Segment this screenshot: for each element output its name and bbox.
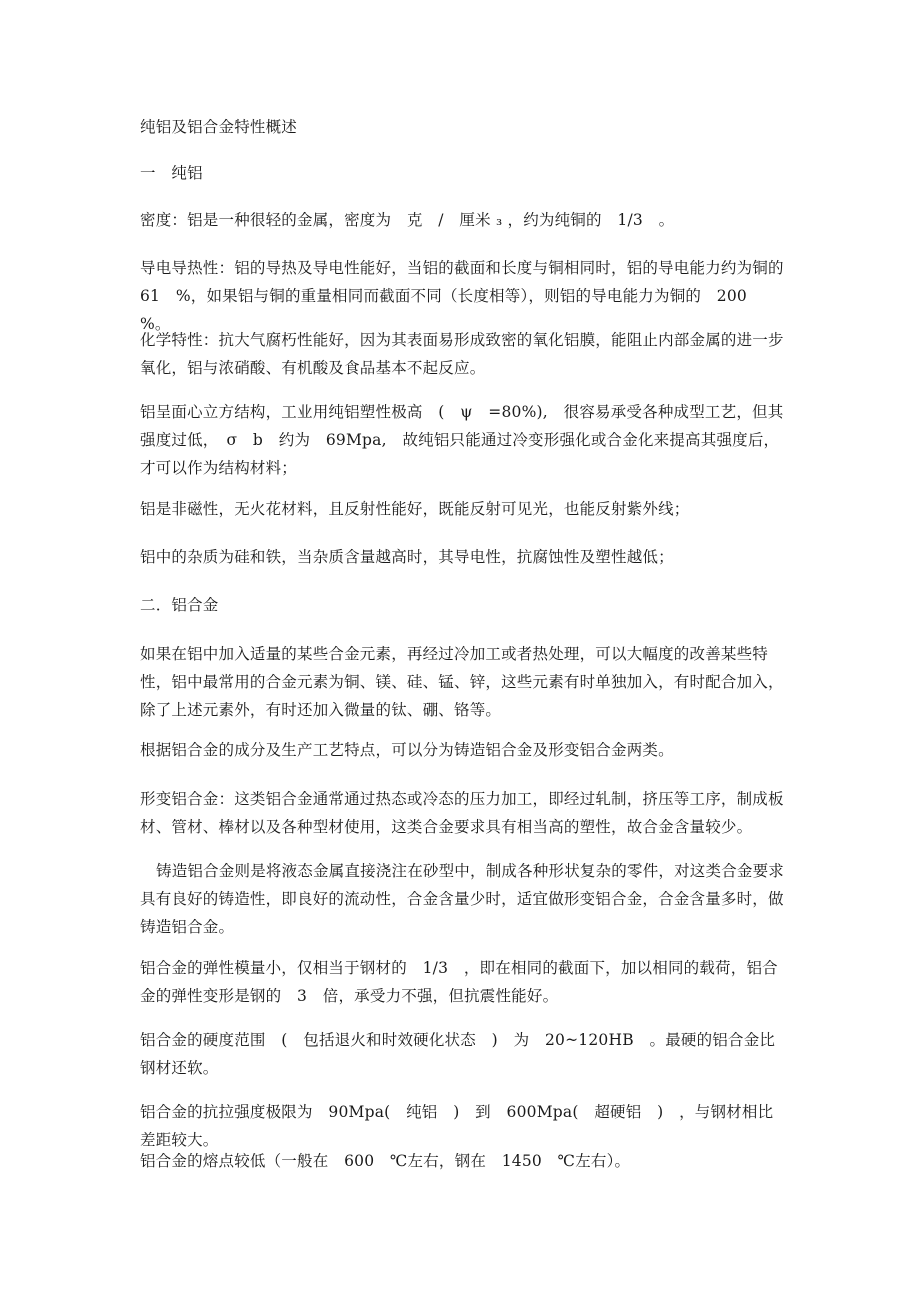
paragraph-classification: 根据铝合金的成分及生产工艺特点，可以分为铸造铝合金及形变铝合金两类。 — [140, 741, 674, 759]
paragraph-elastic-modulus: 铝合金的弹性模量小，仅相当于钢材的 1/3 ，即在相同的截面下，加以相同的载荷，铝合金的弹性变形是钢的 3 倍，承受力不强，但抗震性能好。 — [140, 959, 778, 1005]
paragraph-melting-point: 铝合金的熔点较低（一般在 600 ℃左右，钢在 1450 ℃左右）。 — [140, 1152, 631, 1170]
paragraph-hardness: 铝合金的硬度范围 ( 包括退火和时效硬化状态 ) 为 20~120HB 。最硬的铝合金比钢材还软。 — [140, 1031, 776, 1077]
paragraph-cast-alloy: 铸造铝合金则是将液态金属直接浇注在砂型中，制成各种形状复杂的零件，对这类合金要求具有良好的铸造性，即良好的流动性，合金含量少时，适宜做形变铝合金，合金含量多时，做铸造铝合金。 — [140, 862, 785, 936]
paragraph-density: 密度：铝是一种很轻的金属，密度为 克 / 厘米 ₃ ，约为纯铜的 1/3 。 — [140, 211, 675, 229]
paragraph-tensile-strength: 铝合金的抗拉强度极限为 90Mpa( 纯铝 ) 到 600Mpa( 超硬铝 ) ，与钢材相比差距较大。 — [140, 1103, 774, 1149]
paragraph-wrought-alloy: 形变铝合金：这类铝合金通常通过热态或冷态的压力加工，即经过轧制，挤压等工序，制成板材、管材、棒材以及各种型材使用，这类合金要求具有相当高的塑性，故合金含量较少。 — [140, 790, 784, 836]
paragraph-impurities: 铝中的杂质为硅和铁，当杂质含量越高时，其导电性，抗腐蚀性及塑性越低； — [140, 548, 674, 566]
paragraph-conductivity: 导电导热性：铝的导热及导电性能好，当铝的截面和长度与铜相同时，铝的导电能力约为铜的 61 %，如果铝与铜的重量相同而截面不同（长度相等），则铝的导电能力为铜的 200 %。 — [140, 259, 800, 333]
paragraph-nonmagnetic: 铝是非磁性，无火花材料，且反射性能好，既能反射可见光，也能反射紫外线； — [140, 500, 690, 518]
paragraph-chemical: 化学特性：抗大气腐朽性能好，因为其表面易形成致密的氧化铝膜，能阻止内部金属的进一步氧化，铝与浓硝酸、有机酸及食品基本不起反应。 — [140, 331, 784, 377]
section-heading-pure-aluminum: 一 纯铝 — [140, 164, 203, 182]
section-heading-alloy: 二．铝合金 — [140, 596, 219, 614]
paragraph-alloy-elements: 如果在铝中加入适量的某些合金元素，再经过冷加工或者热处理，可以大幅度的改善某些特性，铝中最常用的合金元素为铜、镁、硅、锰、锌，这些元素有时单独加入，有时配合加入，除了上述元素外，有时还加入微量的钛、硼、铬等。 — [140, 645, 784, 719]
document-title: 纯铝及铝合金特性概述 — [140, 118, 298, 136]
paragraph-structure: 铝呈面心立方结构，工业用纯铝塑性极高 ( ψ =80%), 很容易承受各种成型工艺，但其强度过低， σ b 约为 69Mpa, 故纯铝只能通过冷变形强化或合金化来提高其强度后，才可以作为结构材料； — [140, 403, 784, 477]
